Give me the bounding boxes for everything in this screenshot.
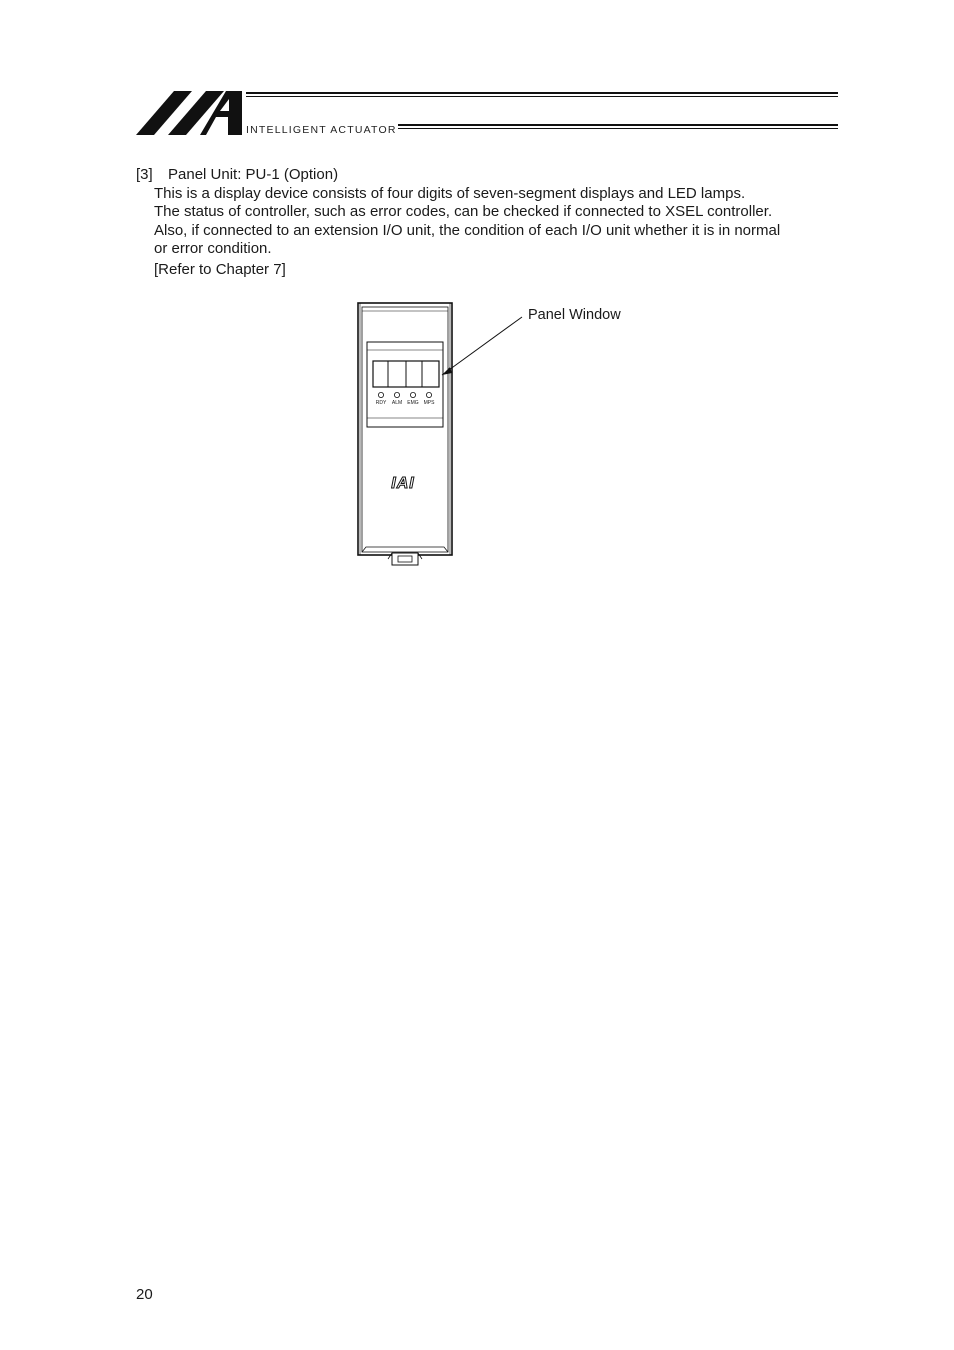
led-label-rdy: RDY [375,400,387,406]
header-rule-top-thick [246,92,838,94]
led-label-emg: EMG [407,400,419,406]
description-line-3: Also, if connected to an extension I/O unit, the condition of each I/O unit whether it is in normal [154,221,781,239]
brand-tagline: INTELLIGENT ACTUATOR [246,124,397,136]
device-logo: IAI [391,475,415,492]
chapter-reference: [Refer to Chapter 7] [154,260,286,278]
section-number: [3] [136,166,153,183]
iai-logo-icon [136,90,244,136]
page-number: 20 [136,1286,153,1303]
section-body [136,166,836,279]
panel-unit-drawing [340,295,660,575]
page-header [0,0,954,150]
led-label-alm: ALM [391,400,403,406]
description-line-1: This is a display device consists of four digits of seven-segment displays and LED lamps. [154,184,746,202]
header-rule-top-thin [246,96,838,97]
header-rule-bottom-thick [398,124,838,126]
led-label-mps: MPS [423,400,435,406]
section-heading [136,166,836,185]
description-line-2: The status of controller, such as error codes, can be checked if connected to XSEL controller. [154,203,773,220]
header-rule-bottom-thin [398,128,838,129]
description-line-4: or error condition. [154,240,272,257]
section-title: Panel Unit: PU-1 (Option) [168,166,339,183]
panel-unit-figure [340,295,660,575]
panel-window-callout: Panel Window [528,307,621,323]
